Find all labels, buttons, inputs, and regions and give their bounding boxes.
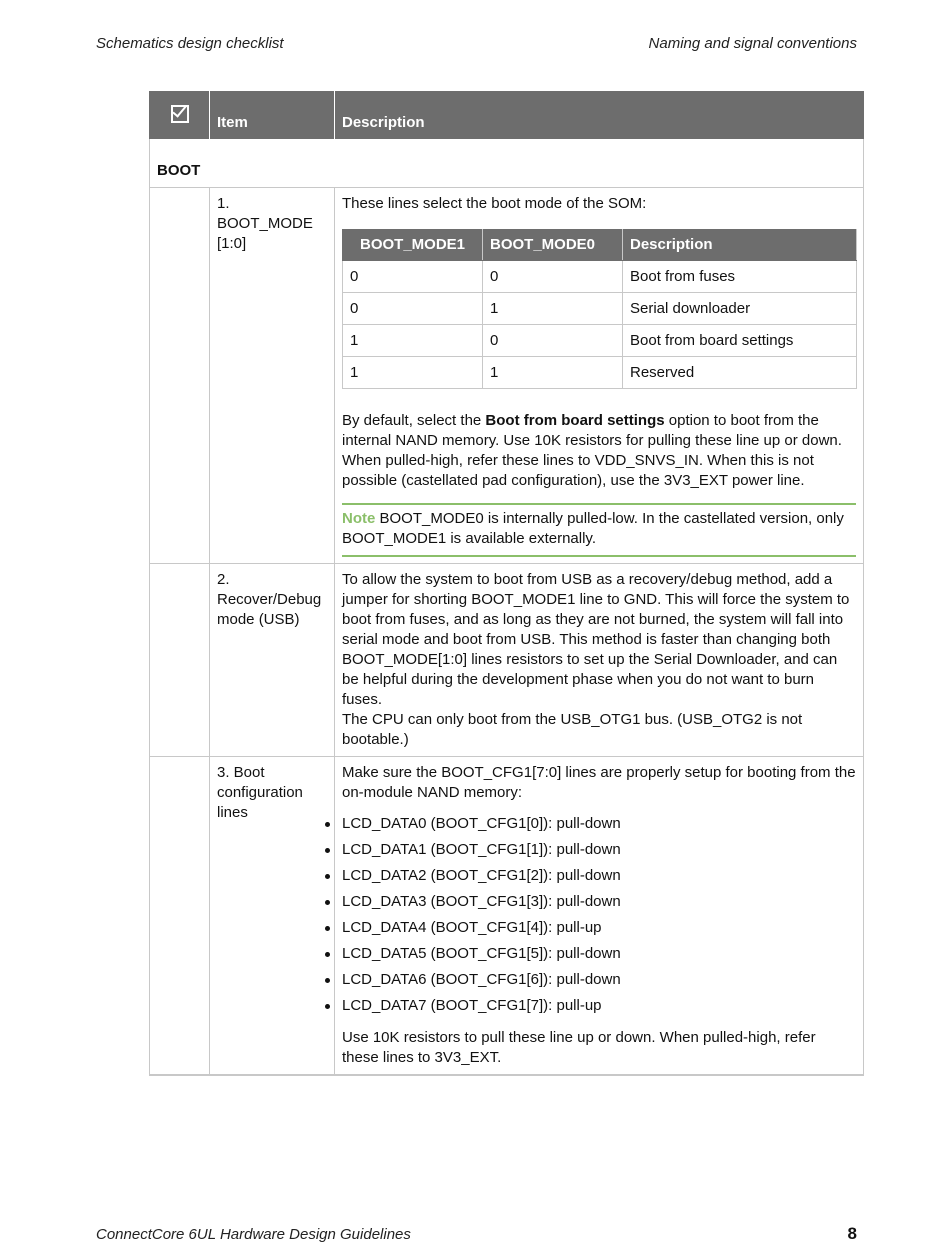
boot-checklist-table [149,91,864,1076]
paragraph-bold-text: Boot from board settings [485,412,665,429]
check-cell [150,564,210,757]
section-title: BOOT [150,139,864,188]
note-label: Note [342,510,376,527]
table-cell: 0 [343,293,483,325]
description-cell [335,564,864,757]
table-cell: Boot from board settings [623,325,857,357]
list-item: LCD_DATA4 (BOOT_CFG1[4]): pull-up [342,918,856,944]
table-row [343,293,857,325]
list-item: LCD_DATA7 (BOOT_CFG1[7]): pull-up [342,996,856,1022]
table-cell: 0 [483,261,623,293]
description-cell [335,757,864,1076]
item-cell: 1. BOOT_MODE [1:0] [210,188,335,564]
list-item: LCD_DATA5 (BOOT_CFG1[5]): pull-down [342,944,856,970]
page-number: 8 [847,1224,857,1243]
boot-mode0-header: BOOT_MODE0 [483,230,623,261]
description-intro: These lines select the boot mode of the SOM: [342,195,647,212]
checkbox-checked-icon [171,105,189,123]
recovery-paragraph: To allow the system to boot from USB as a recovery/debug method, add a jumper for shorting BOOT_MODE1 line to GND. This will force the system to boot from fuses, and as long as they are not burned, the system will fall into serial mode and boot from USB. This method is faster than changing both BOOT_MODE[1:0] lines resistors to set up the Serial Downloader, and can be helpful during the development phase when you do not want to burn fuses. [342,571,850,708]
boot-cfg-intro: Make sure the BOOT_CFG1[7:0] lines are properly setup for booting from the on-module NAND memory: [342,764,856,801]
table-cell: 1 [343,325,483,357]
list-item: LCD_DATA3 (BOOT_CFG1[3]): pull-down [342,892,856,918]
table-row [150,188,864,564]
table-row [150,564,864,757]
table-row [343,325,857,357]
checklist-header-row [150,91,864,139]
table-cell: Reserved [623,357,857,389]
section-row-boot [150,139,864,188]
boot-mode1-header: BOOT_MODE1 [343,230,483,261]
header-chapter-title: Schematics design checklist [96,35,284,52]
running-header [96,35,857,52]
list-item: LCD_DATA2 (BOOT_CFG1[2]): pull-down [342,866,856,892]
table-cell: 0 [483,325,623,357]
boot-mode-paragraph [342,411,856,491]
usb-otg-paragraph: The CPU can only boot from the USB_OTG1 bus. (USB_OTG2 is not bootable.) [342,711,803,748]
item-cell: 2. Recover/Debug mode (USB) [210,564,335,757]
boot-cfg-list [342,814,856,1022]
paragraph-text: option to boot from the internal NAND memory. Use 10K resistors for pulling these line up or down. When pulled-high, refer these lines to VDD_SNVS_IN. When this is not possible (castellated pad configuration), use the 3V3_EXT power line. [342,412,842,489]
table-cell: 1 [343,357,483,389]
table-row [343,357,857,389]
table-cell: 1 [483,293,623,325]
list-item: LCD_DATA1 (BOOT_CFG1[1]): pull-down [342,840,856,866]
boot-cfg-outro: Use 10K resistors to pull these line up or down. When pulled-high, refer these lines to 3V3_EXT. [342,1029,816,1066]
list-item: LCD_DATA0 (BOOT_CFG1[0]): pull-down [342,814,856,840]
list-item: LCD_DATA6 (BOOT_CFG1[6]): pull-down [342,970,856,996]
check-cell [150,188,210,564]
footer-document-title: ConnectCore 6UL Hardware Design Guidelines [96,1226,411,1243]
running-footer [96,1224,857,1244]
check-column-header [150,91,210,139]
item-column-header: Item [210,91,335,139]
note-text: BOOT_MODE0 is internally pulled-low. In the castellated version, only BOOT_MODE1 is available externally. [342,510,844,547]
boot-mode-header-row [343,230,857,261]
table-row [150,757,864,1076]
boot-description-header: Description [623,230,857,261]
table-row [343,261,857,293]
description-column-header: Description [335,91,864,139]
item-cell: 3. Boot configuration lines [210,757,335,1076]
table-cell: 1 [483,357,623,389]
header-section-title: Naming and signal conventions [648,35,857,52]
table-cell: Boot from fuses [623,261,857,293]
table-cell: 0 [343,261,483,293]
boot-mode-table [342,229,857,389]
note-box [342,503,856,557]
paragraph-text: By default, select the [342,412,486,429]
description-cell [335,188,864,564]
table-cell: Serial downloader [623,293,857,325]
check-cell [150,757,210,1076]
